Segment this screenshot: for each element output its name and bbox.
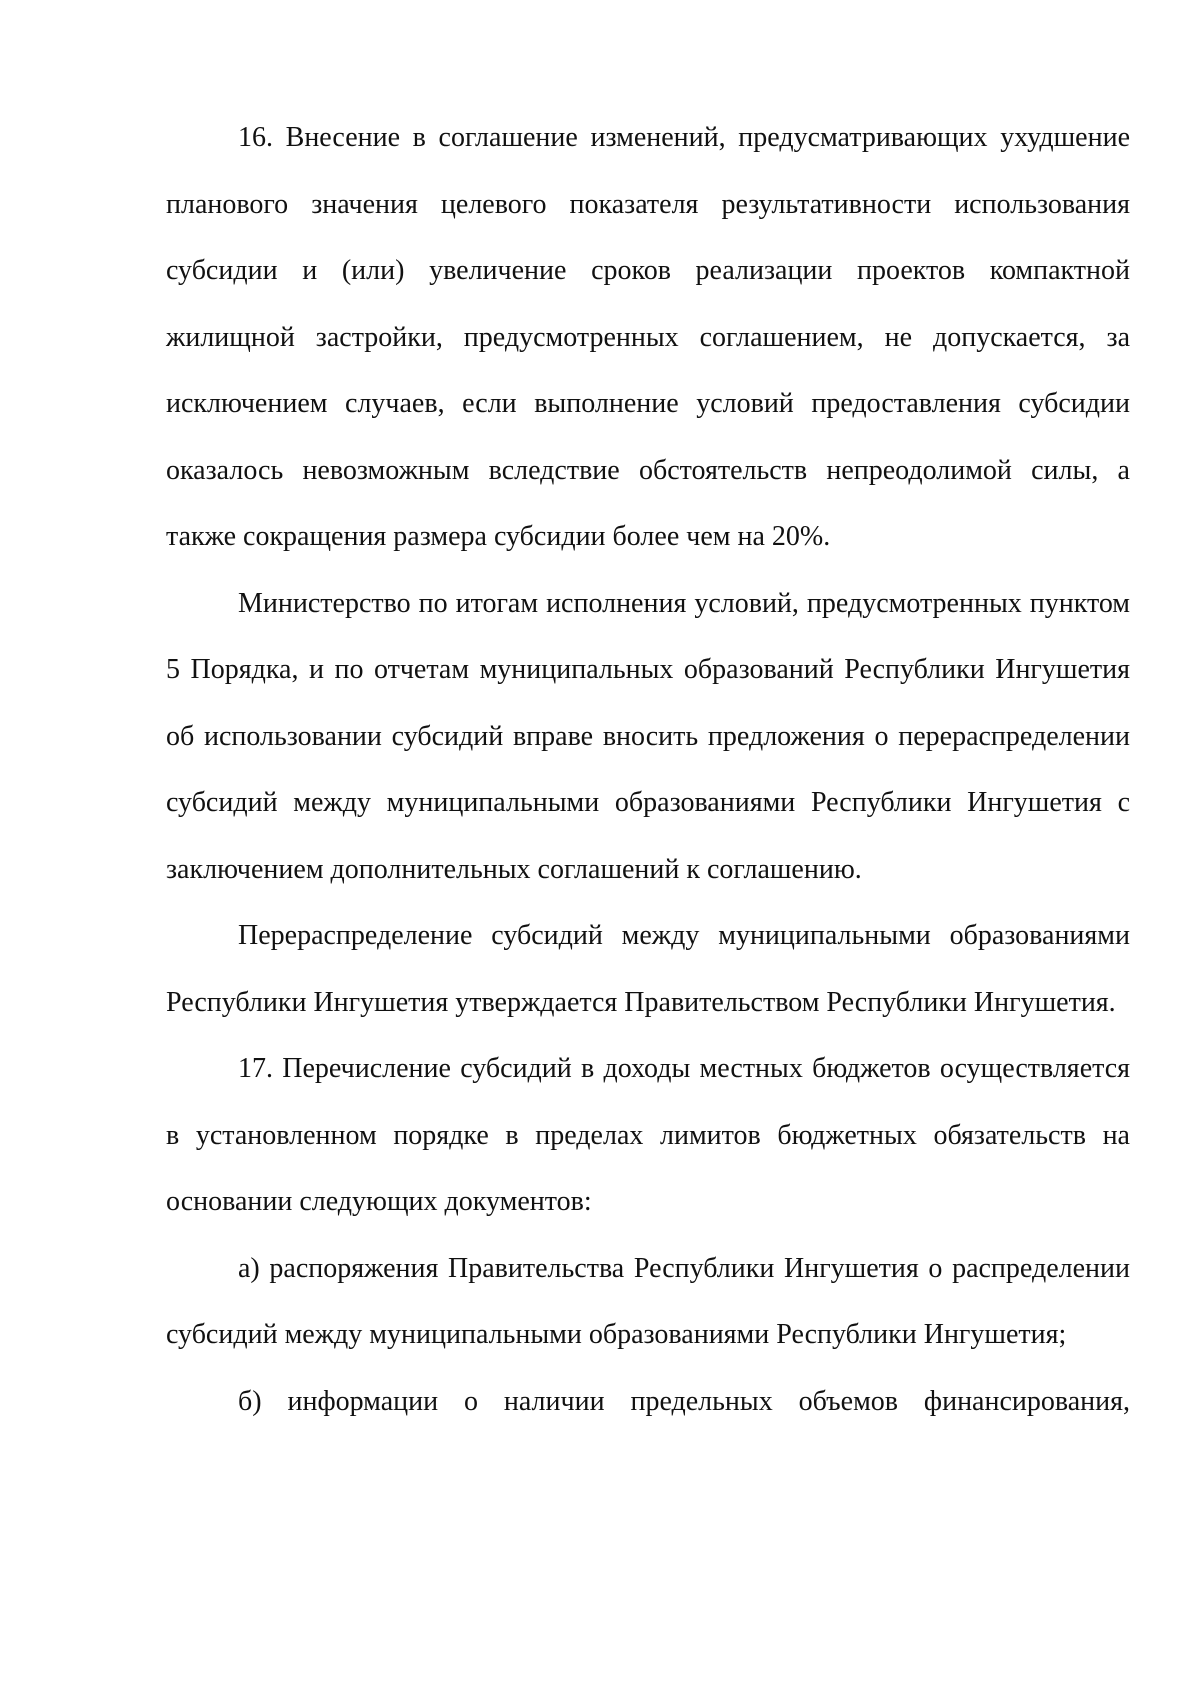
- paragraph-ministry-redistribution: Министерство по итогам исполнения условий, предусмотренных пунктом 5 Порядка, и по отчетам муниципальных образований Республики Ингушетия об использовании субсидий вправе вносить предложения о перераспределении субсидий между муниципальными образованиями Республики Ингушетия с заключением дополнительных соглашений к соглашению.: [166, 587, 1130, 885]
- paragraph-17b: б) информации о наличии предельных объемов финансирования,: [238, 1385, 1130, 1417]
- paragraph-redistribution-approval: Перераспределение субсидий между муниципальными образованиями Республики Ингушетия утверждается Правительством Республики Ингушетия.: [166, 920, 1130, 1018]
- paragraph-16: 16. Внесение в соглашение изменений, предусматривающих ухудшение планового значения целевого показателя результативности использования субсидии и (или) увеличение сроков реализации проектов компактной жилищной застройки, предусмотренных соглашением, не допускается, за исключением случаев, если выполнение условий предоставления субсидии оказалось невозможным вследствие обстоятельств непреодолимой силы, а также сокращения размера субсидии более чем на 20%.: [166, 122, 1130, 552]
- paragraph-17: 17. Перечисление субсидий в доходы местных бюджетов осуществляется в установленном порядке в пределах лимитов бюджетных обязательств на основании следующих документов:: [166, 1053, 1130, 1217]
- document-page: [166, 105, 1130, 1435]
- paragraph-17a: а) распоряжения Правительства Республики Ингушетия о распределении субсидий между муниципальными образованиями Республики Ингушетия;: [166, 1252, 1130, 1350]
